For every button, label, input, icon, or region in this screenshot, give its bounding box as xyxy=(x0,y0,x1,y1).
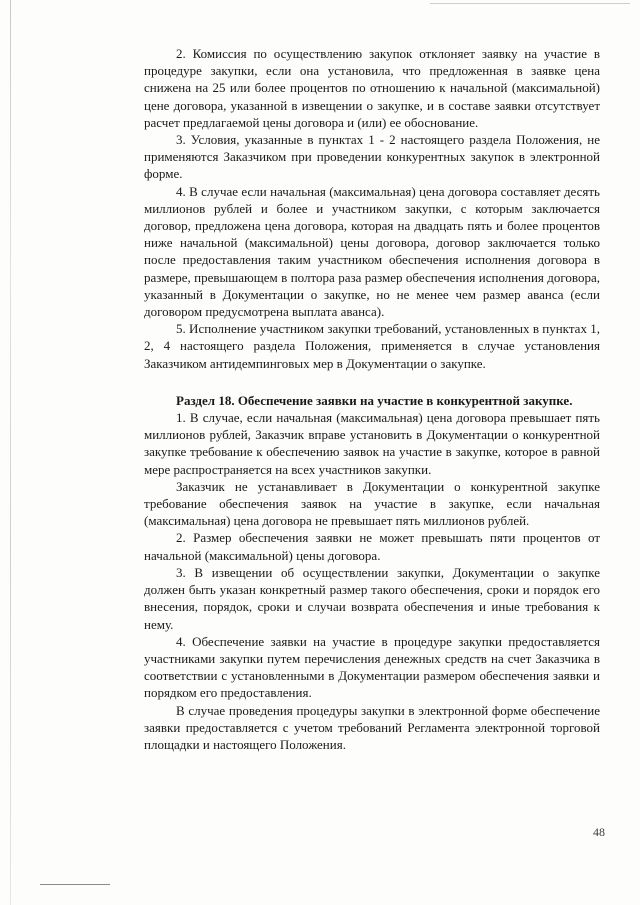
paragraph: 4. В случае если начальная (максимальная) цена договора составляет десять миллионов рублей и более и участником закупки, с которым заключается договор, предложена цена договора, которая на двадцать пять и более процентов ниже начальной (максимальной) цены договора, договор заключается только после предоставления таким участником обеспечения исполнения договора в размере, превышающем в полтора раза размер обеспечения исполнения договора, указанный в Документации о закупке, но не менее чем размер аванса (если договором предусмотрена выплата аванса). xyxy=(144,183,600,320)
section-heading: Раздел 18. Обеспечение заявки на участие в конкурентной закупке. xyxy=(176,392,573,408)
paragraph: 2. Размер обеспечения заявки не может превышать пяти процентов от начальной (максимальной) цены договора. xyxy=(144,530,600,563)
paragraph: Заказчик не устанавливает в Документации о конкурентной закупке требование обеспечения заявок на участие в закупке, если начальная (максимальная) цена договора не превышает пять миллионов рублей. xyxy=(144,478,600,529)
paragraph: 1. В случае, если начальная (максимальная) цена договора превышает пять миллионов рублей, Заказчик вправе установить в Документации о конкурентной закупке требование к обеспечению заявок на участие в закупке, которое в равной мере распространяется на всех участников закупки. xyxy=(144,410,600,477)
paragraph: 3. Условия, указанные в пунктах 1 - 2 настоящего раздела Положения, не применяются Заказчиком при проведении конкурентных закупок в электронной форме. xyxy=(144,132,600,182)
paragraph: В случае проведения процедуры закупки в электронной форме обеспечение заявки предоставляется с учетом требований Регламента электронной торговой площадки и настоящего Положения. xyxy=(144,702,600,752)
paragraph: 4. Обеспечение заявки на участие в процедуре закупки предоставляется участниками закупки путем перечисления денежных средств на счет Заказчика в соответствии с установленными в Документации размером обеспечения заявки и порядком его предоставления. xyxy=(144,633,600,701)
scan-left-edge xyxy=(10,0,11,905)
paragraph: 2. Комиссия по осуществлению закупок отклоняет заявку на участие в процедуре закупки, если она установила, что предложенная в заявке цена снижена на 25 или более процентов по отношению к начальной (максимальной) цене договора, указанной в извещении о закупке, и в составе заявки отсутствует расчет предлагаемой цены договора и (или) ее обоснование. xyxy=(144,46,600,130)
paragraph: 3. В извещении об осуществлении закупки, Документации о закупке должен быть указан конкретный размер такого обеспечения, сроки и порядок его внесения, порядок, сроки и случаи возврата обеспечения и иные требования к нему. xyxy=(144,564,600,632)
paragraph: 5. Исполнение участником закупки требований, установленных в пунктах 1, 2, 4 настоящего раздела Положения, применяется в случае установления Заказчиком антидемпинговых мер в Документации о закупке. xyxy=(144,321,600,371)
document-body xyxy=(144,45,600,753)
scan-bottom-mark xyxy=(40,884,110,885)
scan-top-mark xyxy=(430,3,630,4)
page-number: 48 xyxy=(593,825,605,839)
